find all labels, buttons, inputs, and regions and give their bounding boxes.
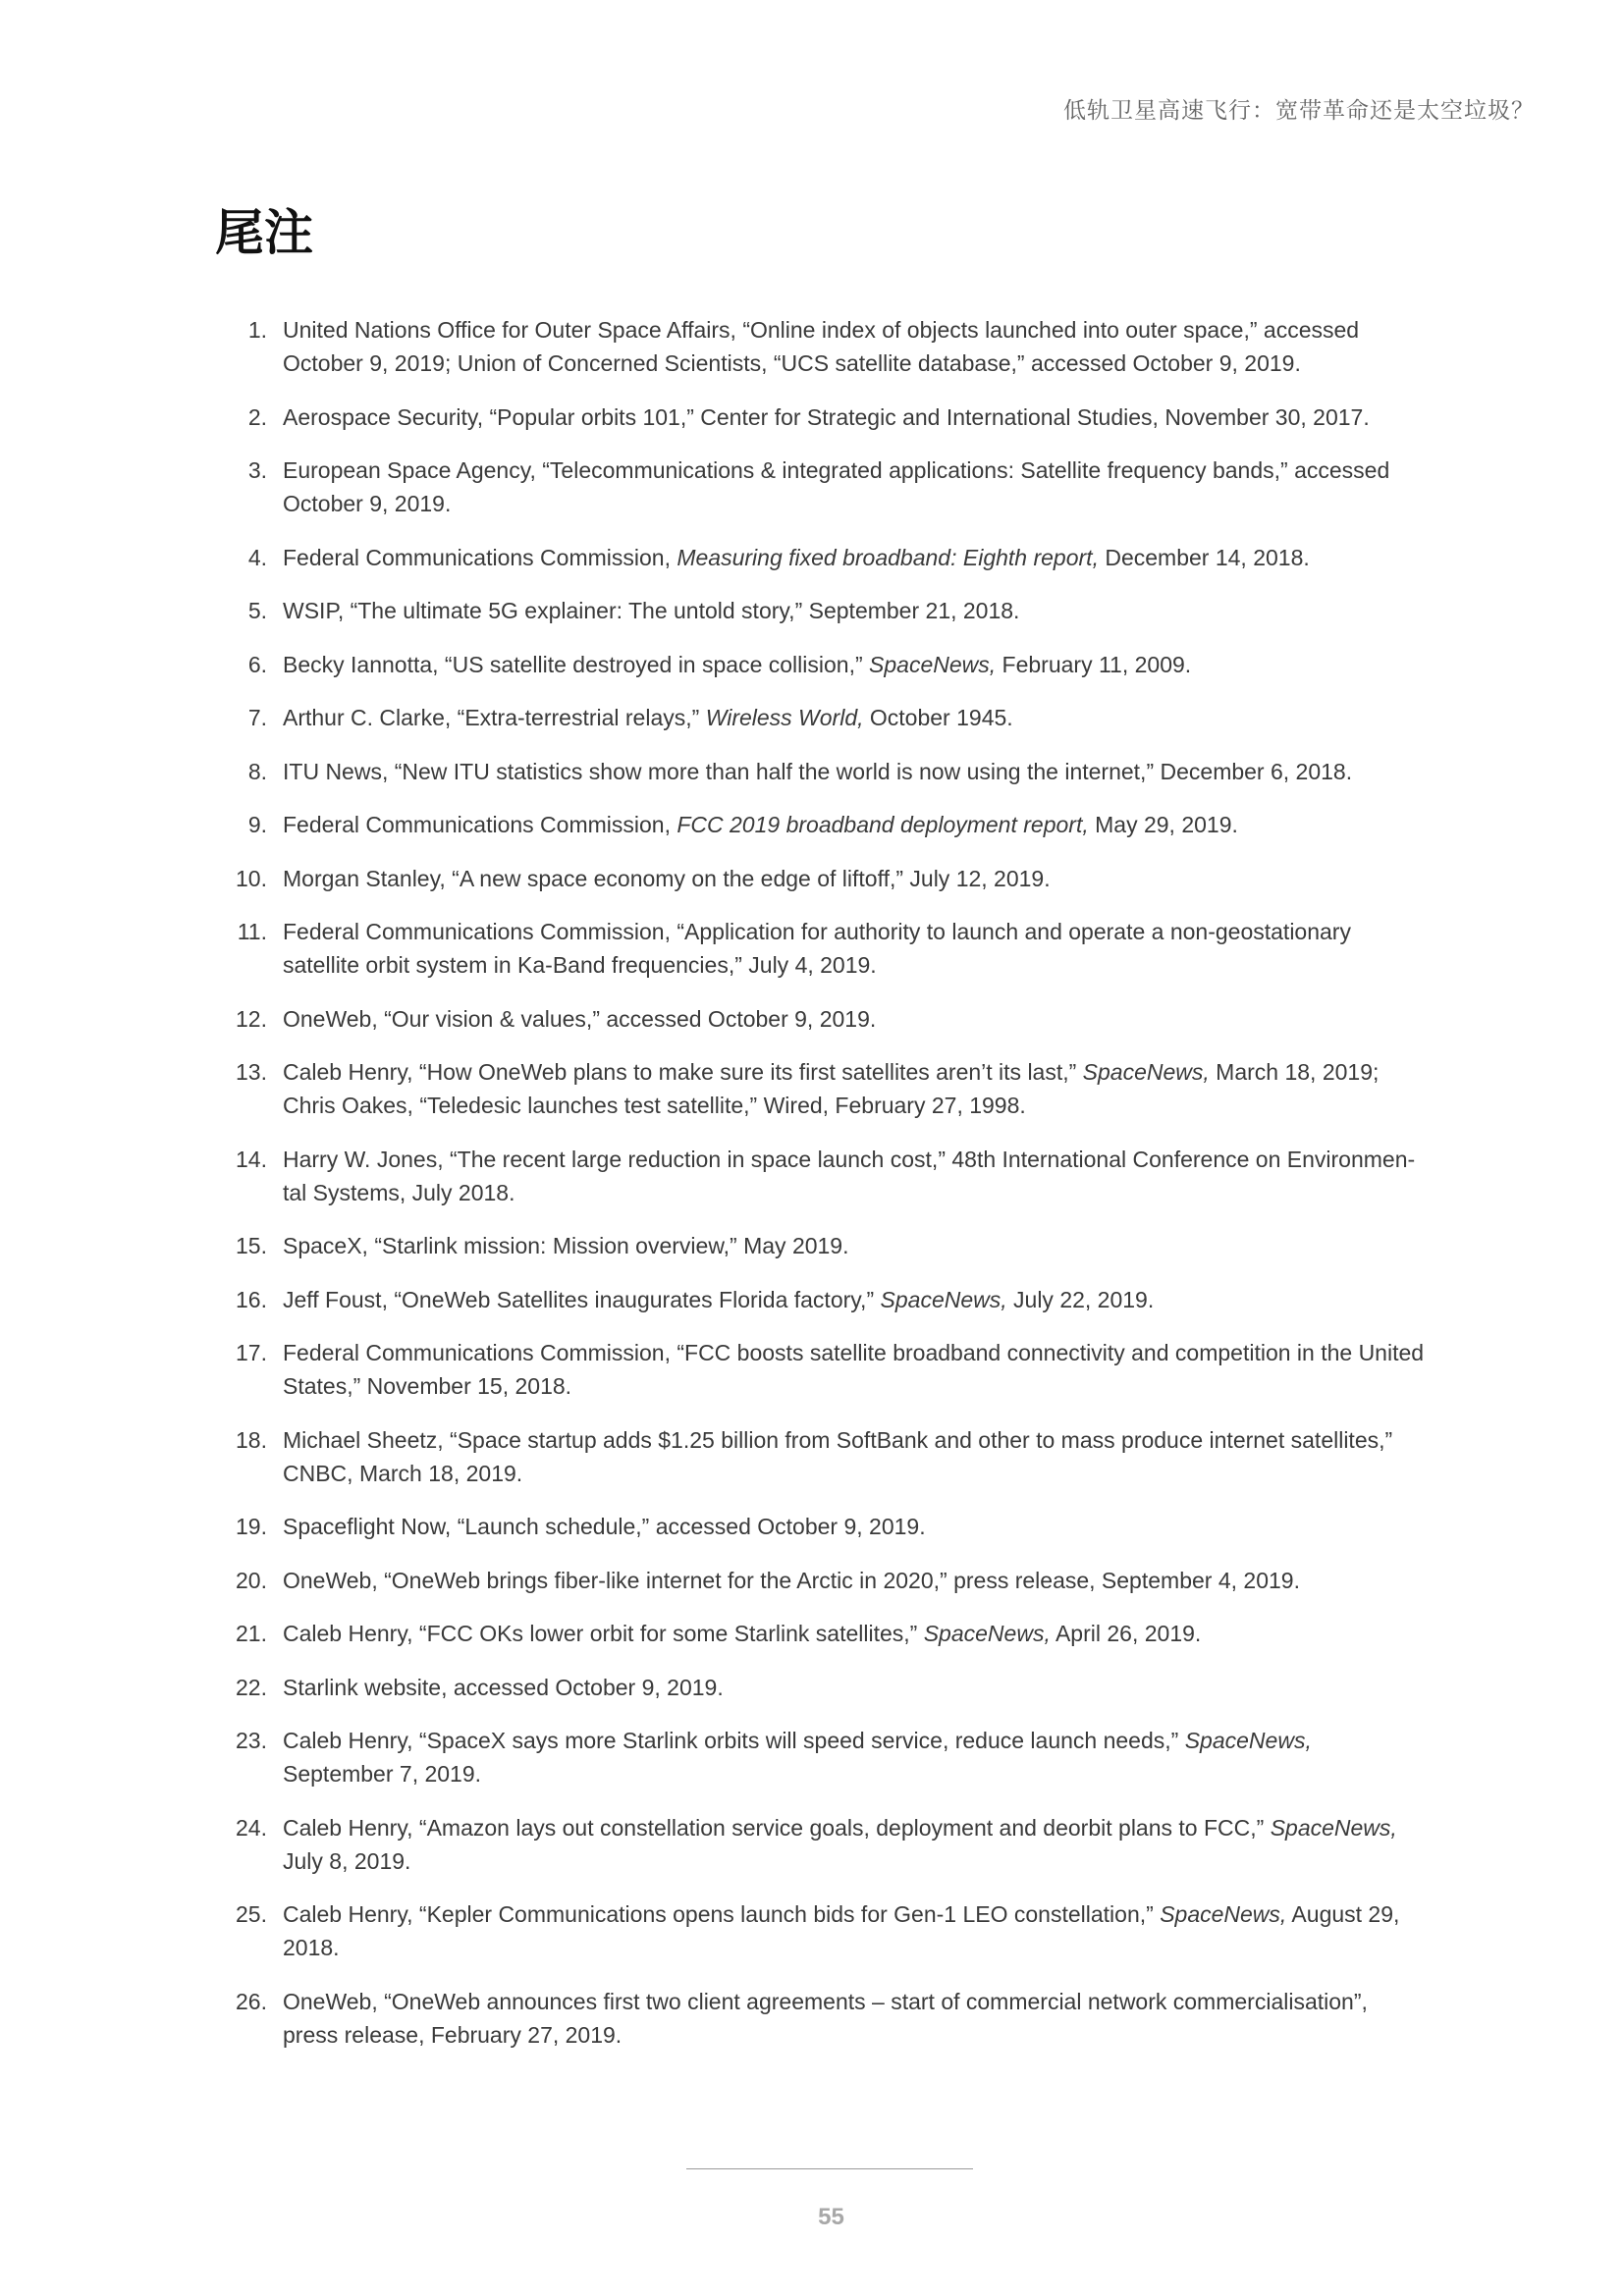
endnote-segment: OneWeb, “OneWeb announces first two client agreements – start of commercial network commercialisation”, press release, February 27, 2019. bbox=[283, 1988, 1368, 2048]
endnote-number: 21. bbox=[236, 1621, 267, 1646]
endnote-publication: SpaceNews, bbox=[1082, 1059, 1210, 1085]
endnote-item bbox=[210, 400, 1428, 434]
endnote-text bbox=[283, 594, 1428, 627]
endnote-text bbox=[283, 1055, 1428, 1122]
endnote-item bbox=[210, 1811, 1428, 1878]
page-number: 55 bbox=[818, 2204, 844, 2230]
endnote-number: 19. bbox=[236, 1514, 267, 1539]
endnote-text bbox=[283, 1617, 1428, 1650]
endnote-item bbox=[210, 313, 1428, 380]
endnote-number: 18. bbox=[236, 1426, 267, 1453]
endnote-text bbox=[283, 755, 1428, 788]
endnote-item bbox=[210, 1002, 1428, 1036]
endnote-segment: SpaceX, “Starlink mission: Mission overview,” May 2019. bbox=[283, 1233, 849, 1258]
endnote-segment: Aerospace Security, “Popular orbits 101,” Center for Strategic and International Studies, November 30, 2017. bbox=[283, 403, 1370, 430]
endnote-text bbox=[283, 454, 1428, 520]
endnote-segment: August 29, 2018. bbox=[283, 1901, 1400, 1960]
endnote-number: 2. bbox=[247, 403, 267, 430]
endnote-segment: Becky Iannotta, “US satellite destroyed in space collision,” bbox=[283, 651, 870, 677]
endnote-item bbox=[210, 454, 1428, 520]
endnote-segment: WSIP, “The ultimate 5G explainer: The untold story,” September 21, 2018. bbox=[283, 598, 1020, 623]
endnote-item bbox=[210, 1724, 1428, 1790]
endnote-item bbox=[210, 1617, 1428, 1650]
page-title: 尾注 bbox=[215, 204, 313, 261]
endnote-number: 25. bbox=[236, 1901, 267, 1927]
endnote-segment: ITU News, “New ITU statistics show more than half the world is now using the internet,” December 6, 2018. bbox=[283, 758, 1353, 784]
endnote-text bbox=[283, 1671, 1428, 1704]
endnote-number: 22. bbox=[236, 1674, 267, 1700]
endnote-item bbox=[210, 1143, 1428, 1209]
endnote-segment: Caleb Henry, “Kepler Communications opens launch bids for Gen-1 LEO constellation,” bbox=[283, 1901, 1161, 1927]
endnote-text bbox=[283, 1002, 1428, 1036]
endnote-item bbox=[210, 1336, 1428, 1403]
endnote-item bbox=[210, 1283, 1428, 1316]
endnote-segment: October 1945. bbox=[863, 705, 1013, 730]
endnote-segment: April 26, 2019. bbox=[1050, 1621, 1202, 1646]
footer-divider bbox=[686, 2168, 973, 2169]
endnote-publication: Measuring fixed broadband: Eighth report, bbox=[677, 544, 1099, 570]
endnote-number: 5. bbox=[247, 598, 267, 623]
endnote-segment: Caleb Henry, “SpaceX says more Starlink orbits will speed service, reduce launch needs,” bbox=[283, 1728, 1185, 1753]
endnote-text bbox=[283, 915, 1428, 982]
endnote-publication: FCC 2019 broadband deployment report, bbox=[677, 812, 1089, 837]
endnote-item bbox=[210, 1423, 1428, 1490]
endnote-segment: Spaceflight Now, “Launch schedule,” accessed October 9, 2019. bbox=[283, 1514, 926, 1539]
endnote-text bbox=[283, 313, 1428, 380]
endnote-text bbox=[283, 1510, 1428, 1543]
endnote-item bbox=[210, 755, 1428, 788]
endnote-text bbox=[283, 1423, 1428, 1490]
endnote-item bbox=[210, 1985, 1428, 2052]
endnote-number: 1. bbox=[247, 317, 267, 343]
endnote-item bbox=[210, 1897, 1428, 1964]
endnote-text bbox=[283, 648, 1428, 681]
endnote-number: 4. bbox=[247, 544, 267, 570]
endnote-text bbox=[283, 862, 1428, 895]
endnote-number: 20. bbox=[236, 1567, 267, 1593]
endnote-publication: SpaceNews, bbox=[1160, 1901, 1287, 1927]
endnote-segment: Federal Communications Commission, “Application for authority to launch and operate a non-geostationary satellite orbit system in Ka-Band frequencies,” July 4, 2019. bbox=[283, 919, 1351, 978]
endnote-number: 6. bbox=[247, 651, 267, 677]
endnote-item bbox=[210, 1671, 1428, 1704]
endnote-publication: Wireless World, bbox=[705, 705, 864, 730]
endnote-segment: Federal Communications Commission, “FCC boosts satellite broadband connectivity and competition in the United States,” November 15, 2018. bbox=[283, 1340, 1425, 1399]
endnote-number: 14. bbox=[236, 1146, 267, 1172]
endnote-number: 23. bbox=[236, 1728, 267, 1753]
endnote-item bbox=[210, 701, 1428, 734]
endnote-segment: OneWeb, “Our vision & values,” accessed October 9, 2019. bbox=[283, 1005, 877, 1032]
endnote-item bbox=[210, 541, 1428, 574]
endnote-item bbox=[210, 862, 1428, 895]
endnote-number: 9. bbox=[247, 812, 267, 837]
endnote-number: 7. bbox=[247, 705, 267, 730]
endnote-text bbox=[283, 1229, 1428, 1262]
endnote-segment: Federal Communications Commission, bbox=[283, 812, 677, 837]
endnote-publication: SpaceNews, bbox=[869, 651, 997, 677]
endnote-item bbox=[210, 1564, 1428, 1597]
endnote-number: 16. bbox=[236, 1286, 267, 1312]
endnote-segment: Federal Communications Commission, bbox=[283, 544, 677, 570]
endnote-text bbox=[283, 1283, 1428, 1316]
endnote-text bbox=[283, 1897, 1428, 1964]
endnote-segment: Harry W. Jones, “The recent large reduction in space launch cost,” 48th International Conference on Environmen-tal Systems, July 2018. bbox=[283, 1146, 1416, 1205]
endnote-segment: Morgan Stanley, “A new space economy on the edge of liftoff,” July 12, 2019. bbox=[283, 865, 1051, 891]
endnote-text bbox=[283, 400, 1428, 434]
endnote-item bbox=[210, 594, 1428, 627]
endnote-segment: Caleb Henry, “How OneWeb plans to make sure its first satellites aren’t its last,” bbox=[283, 1059, 1083, 1085]
endnote-number: 15. bbox=[236, 1233, 267, 1258]
endnote-segment: United Nations Office for Outer Space Affairs, “Online index of objects launched into outer space,” accessed October 9, 2019; Union of Concerned Scientists, “UCS satellite database,” accessed October 9, 2019. bbox=[283, 317, 1360, 376]
endnote-segment: March 18, 2019; Chris Oakes, “Teledesic launches test satellite,” Wired, February 27, 1998. bbox=[283, 1059, 1380, 1118]
endnote-text bbox=[283, 1811, 1428, 1878]
endnote-segment: July 8, 2019. bbox=[283, 1847, 411, 1874]
endnote-text bbox=[283, 1985, 1428, 2052]
endnote-number: 13. bbox=[236, 1059, 267, 1085]
endnote-segment: Caleb Henry, “FCC OKs lower orbit for some Starlink satellites,” bbox=[283, 1621, 924, 1646]
endnote-item bbox=[210, 1229, 1428, 1262]
endnote-publication: SpaceNews, bbox=[1270, 1814, 1397, 1841]
endnote-text bbox=[283, 808, 1428, 841]
endnote-text bbox=[283, 1336, 1428, 1403]
endnote-segment: Arthur C. Clarke, “Extra-terrestrial relays,” bbox=[283, 705, 706, 730]
endnote-number: 24. bbox=[236, 1814, 267, 1841]
endnote-number: 11. bbox=[237, 919, 267, 944]
endnote-segment: December 14, 2018. bbox=[1098, 544, 1310, 570]
endnote-segment: Caleb Henry, “Amazon lays out constellation service goals, deployment and deorbit plans to FCC,” bbox=[283, 1814, 1271, 1841]
endnote-segment: May 29, 2019. bbox=[1088, 812, 1238, 837]
endnote-segment: European Space Agency, “Telecommunications & integrated applications: Satellite frequency bands,” accessed October 9, 2019. bbox=[283, 457, 1390, 516]
endnote-segment: Starlink website, accessed October 9, 2019. bbox=[283, 1674, 724, 1700]
endnote-segment: September 7, 2019. bbox=[283, 1761, 482, 1787]
endnote-number: 17. bbox=[236, 1340, 267, 1365]
endnote-item bbox=[210, 1510, 1428, 1543]
endnote-item bbox=[210, 1055, 1428, 1122]
endnote-number: 3. bbox=[247, 457, 267, 483]
running-header: 低轨卫星高速飞行：宽带革命还是太空垃圾？ bbox=[1063, 98, 1535, 124]
endnote-segment: Michael Sheetz, “Space startup adds $1.25 billion from SoftBank and other to mass produce internet satellites,” CNBC, March 18, 2019. bbox=[283, 1426, 1393, 1486]
endnote-segment: OneWeb, “OneWeb brings fiber-like internet for the Arctic in 2020,” press release, September 4, 2019. bbox=[283, 1567, 1300, 1593]
endnote-publication: SpaceNews, bbox=[1184, 1728, 1312, 1753]
endnote-text bbox=[283, 1564, 1428, 1597]
endnote-text bbox=[283, 1724, 1428, 1790]
endnote-segment: Jeff Foust, “OneWeb Satellites inaugurates Florida factory,” bbox=[283, 1286, 881, 1312]
endnote-text bbox=[283, 541, 1428, 574]
endnote-publication: SpaceNews, bbox=[880, 1286, 1007, 1312]
endnote-text bbox=[283, 1143, 1428, 1209]
endnote-number: 12. bbox=[236, 1005, 267, 1032]
endnote-text bbox=[283, 701, 1428, 734]
endnote-publication: SpaceNews, bbox=[923, 1621, 1051, 1646]
endnote-segment: July 22, 2019. bbox=[1006, 1286, 1155, 1312]
endnote-number: 26. bbox=[236, 1988, 267, 2014]
endnote-item bbox=[210, 808, 1428, 841]
endnotes-list bbox=[210, 313, 1428, 2071]
endnote-number: 10. bbox=[236, 865, 267, 891]
endnote-number: 8. bbox=[247, 758, 267, 784]
endnote-item bbox=[210, 915, 1428, 982]
endnote-segment: February 11, 2009. bbox=[996, 651, 1192, 677]
endnote-item bbox=[210, 648, 1428, 681]
